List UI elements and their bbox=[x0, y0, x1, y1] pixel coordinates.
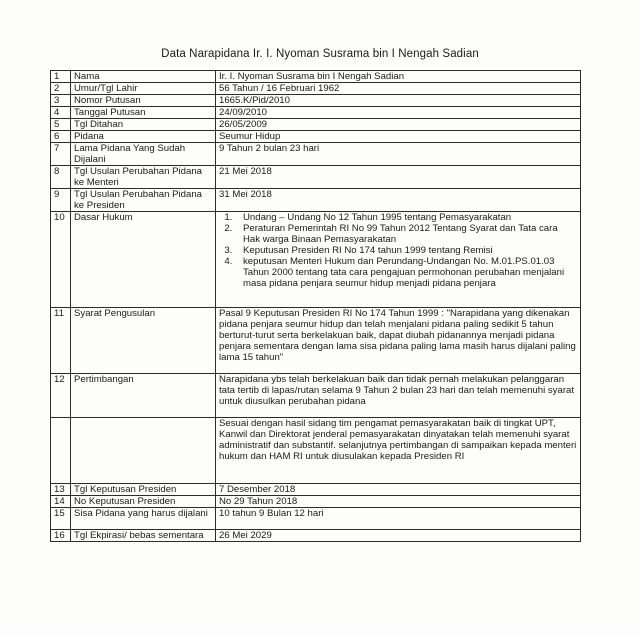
row-number: 14 bbox=[51, 496, 71, 508]
row-label: Lama Pidana Yang Sudah Dijalani bbox=[71, 143, 216, 166]
row-number: 9 bbox=[51, 189, 71, 212]
row-number: 1 bbox=[51, 71, 71, 83]
legal-basis-item: 4. keputusan Menteri Hukum dan Perundang-Undangan No. M.01.PS.01.03 Tahun 2000 tentang tata cara pengajuan permohonan perubahan menjalani masa pidana penjara seumur hidup menjadi pidana penjara bbox=[235, 256, 577, 289]
row-number: 13 bbox=[51, 484, 71, 496]
row-label: Nomor Putusan bbox=[71, 95, 216, 107]
row-number: 4 bbox=[51, 107, 71, 119]
row-value: Sesuai dengan hasil sidang tim pengamat pemasyarakatan baik di tingkat UPT, Kanwil dan Direktorat jenderal pemasyarakatan dinyatakan telah memenuhi syarat administratif dan substantif. selanjutnya pertimbangan di sampaikan kepada menteri hukum dan HAM RI untuk diusulakan kepada Presiden RI bbox=[216, 418, 581, 484]
row-value: 1665.K/Pid/2010 bbox=[216, 95, 581, 107]
table-row bbox=[51, 530, 581, 542]
row-label: Syarat Pengusulan bbox=[71, 308, 216, 374]
row-value: 26 Mei 2029 bbox=[216, 530, 581, 542]
row-label: Tgl Usulan Perubahan Pidana ke Presiden bbox=[71, 189, 216, 212]
legal-basis-item: 1. Undang – Undang No 12 Tahun 1995 tentang Pemasyarakatan bbox=[235, 212, 577, 223]
row-value: 31 Mei 2018 bbox=[216, 189, 581, 212]
row-value: 10 tahun 9 Bulan 12 hari bbox=[216, 508, 581, 530]
row-label: Dasar Hukum bbox=[71, 212, 216, 308]
table-row bbox=[51, 71, 581, 83]
table-row bbox=[51, 119, 581, 131]
inmate-data-table bbox=[50, 70, 581, 542]
row-label: Nama bbox=[71, 71, 216, 83]
row-number: 11 bbox=[51, 308, 71, 374]
row-label: Tgl Usulan Perubahan Pidana ke Menteri bbox=[71, 166, 216, 189]
row-value: 7 Desember 2018 bbox=[216, 484, 581, 496]
row-label: Pidana bbox=[71, 131, 216, 143]
row-value: 24/09/2010 bbox=[216, 107, 581, 119]
table-row bbox=[51, 166, 581, 189]
row-number: 6 bbox=[51, 131, 71, 143]
row-label bbox=[71, 418, 216, 484]
row-label: Tgl Keputusan Presiden bbox=[71, 484, 216, 496]
legal-basis-cell bbox=[216, 212, 581, 308]
row-number: 8 bbox=[51, 166, 71, 189]
row-value: Seumur Hidup bbox=[216, 131, 581, 143]
table-row bbox=[51, 189, 581, 212]
row-number: 10 bbox=[51, 212, 71, 308]
row-value: 26/05/2009 bbox=[216, 119, 581, 131]
row-label: No Keputusan Presiden bbox=[71, 496, 216, 508]
row-value: No 29 Tahun 2018 bbox=[216, 496, 581, 508]
row-label: Tanggal Putusan bbox=[71, 107, 216, 119]
table-row bbox=[51, 83, 581, 95]
legal-basis-item: 2. Peraturan Pemerintah RI No 99 Tahun 2012 Tentang Syarat dan Tata cara Hak warga Binaan Pemasyarakatan bbox=[235, 223, 577, 245]
row-number: 7 bbox=[51, 143, 71, 166]
row-label: Sisa Pidana yang harus dijalani bbox=[71, 508, 216, 530]
row-label: Tgl Ekpirasi/ bebas sementara bbox=[71, 530, 216, 542]
row-value: 9 Tahun 2 bulan 23 hari bbox=[216, 143, 581, 166]
table-row bbox=[51, 508, 581, 530]
legal-basis-list bbox=[219, 212, 577, 289]
row-value: Pasal 9 Keputusan Presiden RI No 174 Tahun 1999 : "Narapidana yang dikenakan pidana penjara seumur hidup dan telah menjalani pidana paling sedikit 5 tahun berturut-turut serta berkelakuan baik, dapat diubah pidanannya menjadi pidana penjara sementara dengan lama sisa pidana paling lama masih harus dijalani paling lama 15 tahun" bbox=[216, 308, 581, 374]
table-row bbox=[51, 308, 581, 374]
row-number: 16 bbox=[51, 530, 71, 542]
table-row bbox=[51, 418, 581, 484]
row-number: 15 bbox=[51, 508, 71, 530]
document-title: Data Narapidana Ir. I. Nyoman Susrama bin I Nengah Sadian bbox=[161, 48, 479, 60]
table-row bbox=[51, 143, 581, 166]
row-number bbox=[51, 418, 71, 484]
table-row bbox=[51, 496, 581, 508]
row-value: Ir. I. Nyoman Susrama bin I Nengah Sadian bbox=[216, 71, 581, 83]
row-number: 3 bbox=[51, 95, 71, 107]
row-number: 2 bbox=[51, 83, 71, 95]
table-row bbox=[51, 95, 581, 107]
row-number: 5 bbox=[51, 119, 71, 131]
row-value: 21 Mei 2018 bbox=[216, 166, 581, 189]
row-value: 56 Tahun / 16 Februari 1962 bbox=[216, 83, 581, 95]
table-row bbox=[51, 212, 581, 308]
row-value: Narapidana ybs telah berkelakuan baik dan tidak pernah melakukan pelanggaran tata tertib di lapas/rutan selama 9 Tahun 2 bulan 23 hari dan telah memenuhi syarat untuk diusulkan perubahan pidana bbox=[216, 374, 581, 418]
table-row bbox=[51, 484, 581, 496]
table-row bbox=[51, 131, 581, 143]
row-label: Tgl Ditahan bbox=[71, 119, 216, 131]
row-label: Umur/Tgl Lahir bbox=[71, 83, 216, 95]
legal-basis-item: 3. Keputusan Presiden RI No 174 tahun 1999 tentang Remisi bbox=[235, 245, 577, 256]
table-row bbox=[51, 107, 581, 119]
row-label: Pertimbangan bbox=[71, 374, 216, 418]
row-number: 12 bbox=[51, 374, 71, 418]
table-row bbox=[51, 374, 581, 418]
